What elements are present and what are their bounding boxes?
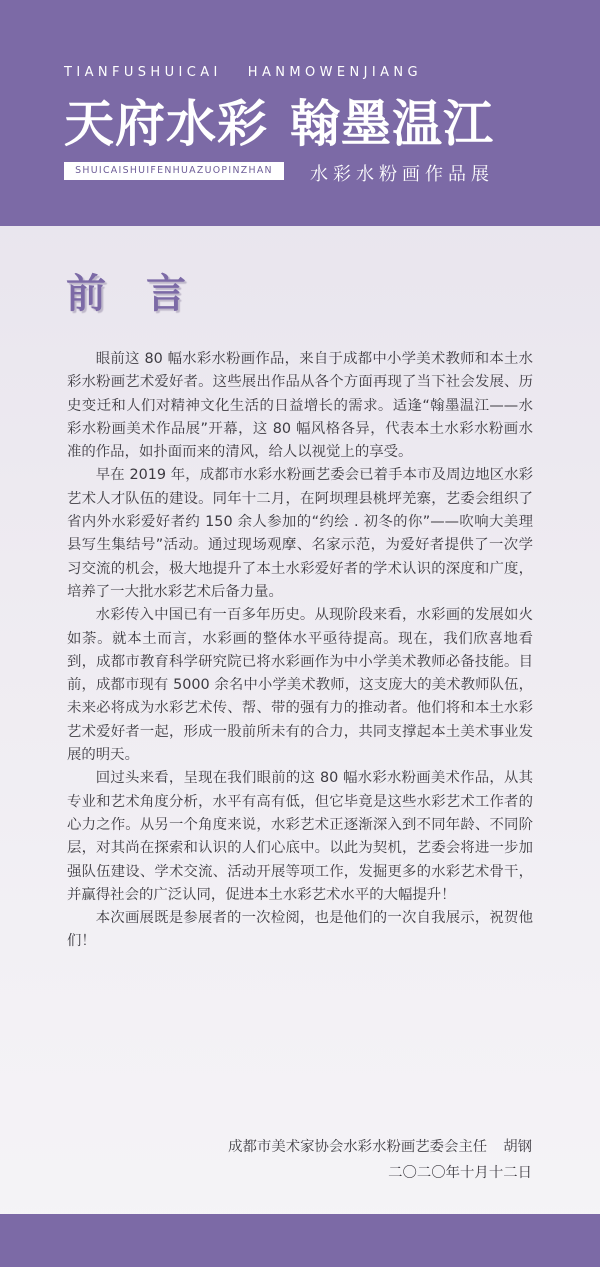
title-left: 天府水彩 xyxy=(64,94,268,153)
paragraph: 早在 2019 年，成都市水彩水粉画艺委会已着手本市及周边地区水彩艺术人才队伍的建设。同年十二月，在阿坝理县桃坪羌寨，艺委会组织了省内外水彩爱好者约 150 余人参加的“约绘 . 初冬的你”——吹响大美理县写生集结号”活动。通过现场观摩、名家示范，为爱好者提供了一次学习交流的机会，极大地提升了本土水彩爱好者的学术认识的深度和广度，培养了一大批水彩艺术后备力量。 xyxy=(67,467,533,600)
signature-line xyxy=(228,1134,532,1160)
header-band xyxy=(0,0,600,226)
main-title xyxy=(64,84,494,156)
pinyin-title-line xyxy=(64,65,534,80)
pinyin-right: HANMOWENJIANG xyxy=(247,65,422,80)
signature-name: 胡钢 xyxy=(503,1139,532,1155)
paragraph: 眼前这 80 幅水彩水粉画作品，来自于成都中小学美术教师和本土水彩水粉画艺术爱好者。这些展出作品从各个方面再现了当下社会发展、历史变迁和人们对精神文化生活的日益增长的需求。适逢“翰墨温江——水彩水粉画美术作品展”开幕，这 80 幅风格各异，代表本土水彩水粉画水准的作品，如扑面而来的清风，给人以视觉上的享受。 xyxy=(67,351,533,461)
exhibition-subtitle: 水彩水粉画作品展 xyxy=(310,164,494,185)
signature-org: 成都市美术家协会水彩水粉画艺委会主任 xyxy=(228,1139,488,1155)
footer-band xyxy=(0,1214,600,1267)
paragraph: 回过头来看，呈现在我们眼前的这 80 幅水彩水粉画美术作品，从其专业和艺术角度分析，水平有高有低，但它毕竟是这些水彩艺术工作者的心力之作。从另一个角度来说，水彩艺术正逐渐深入到不同年龄、不同阶层，对其尚在探索和认识的人们心底中。以此为契机，艺委会将进一步加强队伍建设、学术交流、活动开展等项工作，发掘更多的水彩艺术骨干，并赢得社会的广泛认同，促进本土水彩艺术水平的大幅提升！ xyxy=(67,770,533,903)
paragraph: 水彩传入中国已有一百多年历史。从现阶段来看，水彩画的发展如火如荼。就本土而言，水彩画的整体水平亟待提高。现在，我们欣喜地看到，成都市教育科学研究院已将水彩画作为中小学美术教师必备技能。目前，成都市现有 5000 余名中小学美术教师，这支庞大的美术教师队伍，未来必将成为水彩艺术传、帮、带的强有力的推动者。他们将和本土水彩艺术爱好者一起，形成一股前所未有的合力，共同支撑起本土美术事业发展的明天。 xyxy=(67,607,533,764)
paragraph: 本次画展既是参展者的一次检阅，也是他们的一次自我展示，祝贺他们！ xyxy=(67,910,533,950)
title-right: 翰墨温江 xyxy=(290,94,494,153)
preface-body xyxy=(67,348,533,954)
pinyin-subtitle-box: SHUICAISHUIFENHUAZUOPINZHAN xyxy=(64,162,284,180)
signature-date: 二〇二〇年十月十二日 xyxy=(388,1165,532,1181)
signature-block xyxy=(228,1134,532,1186)
preface-heading: 前言 xyxy=(66,270,226,317)
pinyin-left: TIANFUSHUICAI xyxy=(64,65,222,80)
